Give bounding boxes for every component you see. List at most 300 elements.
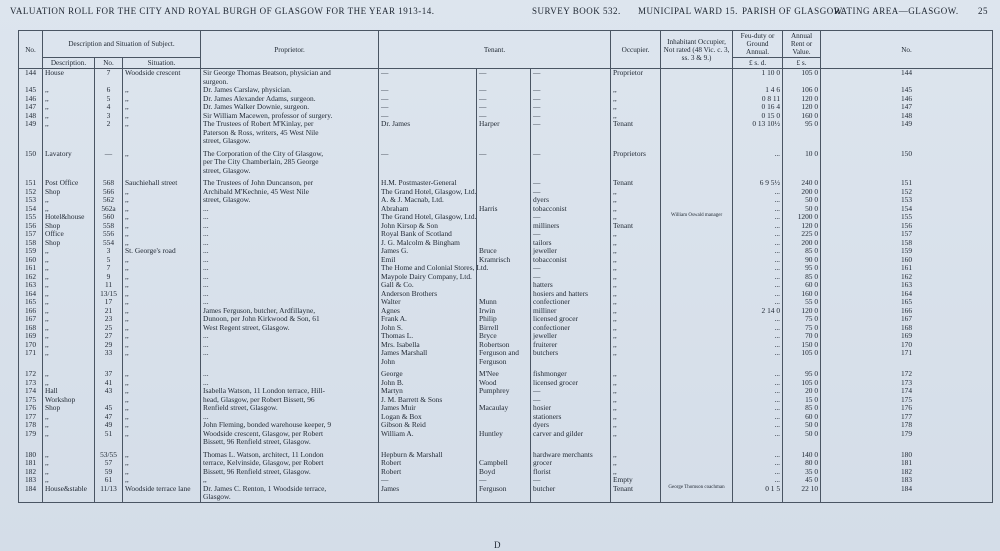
row-situation: St. George's road	[123, 247, 201, 256]
row-tenant-forename: Martyn	[379, 387, 477, 396]
row-annual-value: 85 0	[783, 273, 821, 282]
table-row	[19, 493, 993, 502]
row-proprietor: Renfield street, Glasgow.	[201, 404, 379, 413]
row-number-repeat: 183	[821, 476, 993, 485]
row-tenant-trade: —	[531, 86, 611, 95]
row-occupier: ,,	[611, 430, 661, 439]
row-occupier: ,,	[611, 239, 661, 248]
row-proprietor: Thomas L. Watson, architect, 11 London	[201, 447, 379, 460]
row-feu-duty	[733, 358, 783, 367]
table-row	[19, 129, 993, 138]
col-feu-units: £ s. d.	[733, 58, 783, 69]
row-number-repeat: 176	[821, 404, 993, 413]
row-inhabitant	[661, 307, 733, 316]
row-annual-value: 80 0	[783, 459, 821, 468]
row-situation: ,,	[123, 146, 201, 159]
row-occupier	[611, 78, 661, 87]
row-occupier: ,,	[611, 290, 661, 299]
row-description: ,,	[43, 332, 95, 341]
row-inhabitant	[661, 112, 733, 121]
row-tenant-forename	[379, 167, 477, 176]
row-description: Shop	[43, 239, 95, 248]
row-number-repeat: 155	[821, 213, 993, 222]
table-row	[19, 324, 993, 333]
col-occupier: Occupier.	[611, 31, 661, 69]
row-house-number: 59	[95, 468, 123, 477]
row-situation: ,,	[123, 332, 201, 341]
row-feu-duty: ...	[733, 146, 783, 159]
row-inhabitant	[661, 358, 733, 367]
row-inhabitant	[661, 298, 733, 307]
row-number: 168	[19, 324, 43, 333]
row-annual-value: 225 0	[783, 230, 821, 239]
row-annual-value	[783, 358, 821, 367]
row-description: Office	[43, 230, 95, 239]
row-tenant-trade: dyers	[531, 421, 611, 430]
row-occupier: ,,	[611, 112, 661, 121]
row-tenant-forename: —	[379, 146, 477, 159]
row-inhabitant	[661, 438, 733, 447]
row-tenant-forename: Robert	[379, 459, 477, 468]
row-house-number: —	[95, 146, 123, 159]
row-number: 169	[19, 332, 43, 341]
row-situation: ,,	[123, 205, 201, 214]
row-description: ,,	[43, 341, 95, 350]
row-number: 175	[19, 396, 43, 405]
row-proprietor: The Trustees of John Duncanson, per	[201, 175, 379, 188]
row-tenant-trade: jeweller	[531, 247, 611, 256]
row-annual-value: 45 0	[783, 476, 821, 485]
row-tenant-trade	[531, 158, 611, 167]
row-tenant-trade: —	[531, 120, 611, 129]
row-number-repeat: 159	[821, 247, 993, 256]
row-feu-duty	[733, 493, 783, 502]
table-row	[19, 421, 993, 430]
row-proprietor: ...	[201, 332, 379, 341]
col-description: Description.	[43, 58, 95, 69]
row-number-repeat: 177	[821, 413, 993, 422]
row-annual-value: 85 0	[783, 404, 821, 413]
row-proprietor: ...	[201, 366, 379, 379]
row-occupier: Tenant	[611, 485, 661, 494]
row-tenant-trade: jeweller	[531, 332, 611, 341]
row-proprietor: street, Glasgow.	[201, 137, 379, 146]
row-tenant-trade	[531, 358, 611, 367]
row-inhabitant	[661, 281, 733, 290]
row-situation	[123, 493, 201, 502]
row-annual-value: 22 10	[783, 485, 821, 494]
row-tenant-forename: John Kirsop & Son	[379, 222, 477, 231]
row-house-number	[95, 358, 123, 367]
row-house-number: 51	[95, 430, 123, 439]
row-occupier: ,,	[611, 421, 661, 430]
row-annual-value: 20 0	[783, 387, 821, 396]
row-house-number: 560	[95, 213, 123, 222]
table-row	[19, 69, 993, 78]
row-inhabitant	[661, 230, 733, 239]
row-description: ,,	[43, 120, 95, 129]
row-annual-value: 105 0	[783, 69, 821, 78]
row-number	[19, 137, 43, 146]
table-row	[19, 273, 993, 282]
row-tenant-forename: Walter	[379, 298, 477, 307]
row-annual-value: 120 0	[783, 103, 821, 112]
row-house-number: 27	[95, 332, 123, 341]
row-description: ,,	[43, 281, 95, 290]
row-house-number: 45	[95, 404, 123, 413]
row-tenant-forename	[379, 129, 477, 138]
table-row	[19, 264, 993, 273]
row-tenant-forename: Dr. James	[379, 120, 477, 129]
row-tenant-trade	[531, 493, 611, 502]
row-tenant-surname: Birrell	[477, 324, 531, 333]
row-house-number: 37	[95, 366, 123, 379]
row-tenant-forename: The Home and Colonial Stores, Ltd.	[379, 264, 477, 273]
row-situation: ,,	[123, 196, 201, 205]
row-annual-value: 50 0	[783, 430, 821, 439]
row-feu-duty: ...	[733, 349, 783, 358]
row-situation: ,,	[123, 120, 201, 129]
row-occupier: ,,	[611, 196, 661, 205]
row-feu-duty: ...	[733, 324, 783, 333]
row-feu-duty: ...	[733, 459, 783, 468]
row-inhabitant	[661, 476, 733, 485]
row-number-repeat: 151	[821, 175, 993, 188]
row-number: 164	[19, 290, 43, 299]
row-feu-duty: ...	[733, 213, 783, 222]
row-tenant-surname: —	[477, 112, 531, 121]
row-occupier: ,,	[611, 413, 661, 422]
row-number: 162	[19, 273, 43, 282]
row-annual-value	[783, 493, 821, 502]
row-occupier: ,,	[611, 281, 661, 290]
row-number: 145	[19, 86, 43, 95]
row-number	[19, 358, 43, 367]
row-description: ,,	[43, 256, 95, 265]
row-feu-duty: 1 10 0	[733, 69, 783, 78]
table-row	[19, 459, 993, 468]
row-situation: ,,	[123, 307, 201, 316]
row-occupier: Empty	[611, 476, 661, 485]
row-house-number: 13/15	[95, 290, 123, 299]
row-tenant-surname: Ferguson	[477, 485, 531, 494]
row-tenant-surname: Kramrisch	[477, 256, 531, 265]
row-proprietor: ...	[201, 239, 379, 248]
row-inhabitant	[661, 247, 733, 256]
row-tenant-trade: tobacconist	[531, 256, 611, 265]
row-feu-duty: 1 4 6	[733, 86, 783, 95]
table-row	[19, 167, 993, 176]
row-description: ,,	[43, 86, 95, 95]
row-proprietor	[201, 358, 379, 367]
row-number-repeat: 164	[821, 290, 993, 299]
table-row	[19, 230, 993, 239]
table-row	[19, 298, 993, 307]
row-proprietor: ...	[201, 341, 379, 350]
row-tenant-forename: Maypole Dairy Company, Ltd.	[379, 273, 477, 282]
row-situation: ,,	[123, 341, 201, 350]
row-proprietor: ...	[201, 205, 379, 214]
row-tenant-surname	[477, 188, 531, 197]
row-house-number: 558	[95, 222, 123, 231]
row-tenant-trade: licensed grocer	[531, 315, 611, 324]
row-situation: ,,	[123, 379, 201, 388]
row-number: 182	[19, 468, 43, 477]
row-number: 144	[19, 69, 43, 78]
row-house-number	[95, 438, 123, 447]
page-number: 25	[978, 6, 988, 16]
row-situation: ,,	[123, 396, 201, 405]
row-situation: Woodside terrace lane	[123, 485, 201, 494]
row-annual-value: 55 0	[783, 298, 821, 307]
row-inhabitant	[661, 188, 733, 197]
col-desc-group: Description and Situation of Subject.	[43, 31, 201, 58]
row-tenant-surname: Campbell	[477, 459, 531, 468]
row-annual-value: 95 0	[783, 264, 821, 273]
row-tenant-surname	[477, 213, 531, 222]
row-situation: ,,	[123, 366, 201, 379]
row-occupier	[611, 129, 661, 138]
row-tenant-surname: Ferguson	[477, 358, 531, 367]
row-house-number: 61	[95, 476, 123, 485]
row-feu-duty: ...	[733, 256, 783, 265]
row-proprietor: ...	[201, 247, 379, 256]
row-inhabitant	[661, 196, 733, 205]
row-proprietor: ...	[201, 379, 379, 388]
signature-mark: D	[494, 540, 501, 550]
row-situation	[123, 167, 201, 176]
row-feu-duty: 0 13 10½	[733, 120, 783, 129]
row-number-repeat: 148	[821, 112, 993, 121]
row-tenant-trade: —	[531, 387, 611, 396]
row-number-repeat	[821, 158, 993, 167]
roll-title: VALUATION ROLL FOR THE CITY AND ROYAL BURGH OF GLASGOW FOR THE YEAR 1913-14.	[10, 6, 435, 16]
row-tenant-surname: —	[477, 146, 531, 159]
row-annual-value: 50 0	[783, 421, 821, 430]
row-annual-value: 150 0	[783, 341, 821, 350]
row-description	[43, 129, 95, 138]
table-row	[19, 146, 993, 159]
row-house-number: 53/55	[95, 447, 123, 460]
row-description: House	[43, 69, 95, 78]
row-annual-value: 50 0	[783, 196, 821, 205]
row-number: 155	[19, 213, 43, 222]
row-proprietor: ...	[201, 298, 379, 307]
row-occupier: ,,	[611, 366, 661, 379]
row-description: ,,	[43, 366, 95, 379]
row-tenant-forename: James	[379, 485, 477, 494]
row-feu-duty: ...	[733, 430, 783, 439]
row-number-repeat	[821, 137, 993, 146]
row-occupier: ,,	[611, 230, 661, 239]
row-tenant-surname: —	[477, 86, 531, 95]
row-house-number: 11	[95, 281, 123, 290]
row-feu-duty: ...	[733, 476, 783, 485]
row-situation	[123, 78, 201, 87]
row-inhabitant	[661, 459, 733, 468]
row-proprietor: ...	[201, 413, 379, 422]
row-number-repeat: 169	[821, 332, 993, 341]
row-description: Lavatory	[43, 146, 95, 159]
row-tenant-trade: —	[531, 273, 611, 282]
row-occupier: Proprietor	[611, 69, 661, 78]
row-description: ,,	[43, 273, 95, 282]
row-number-repeat: 184	[821, 485, 993, 494]
row-number: 149	[19, 120, 43, 129]
row-number-repeat: 175	[821, 396, 993, 405]
row-description	[43, 358, 95, 367]
row-inhabitant	[661, 273, 733, 282]
row-house-number: 568	[95, 175, 123, 188]
row-tenant-trade: milliner	[531, 307, 611, 316]
row-tenant-forename: Abraham	[379, 205, 477, 214]
row-tenant-forename	[379, 137, 477, 146]
table-row	[19, 404, 993, 413]
row-house-number	[95, 493, 123, 502]
row-number: 178	[19, 421, 43, 430]
row-house-number: 41	[95, 379, 123, 388]
row-number-repeat: 145	[821, 86, 993, 95]
row-tenant-trade: grocer	[531, 459, 611, 468]
row-tenant-trade: florist	[531, 468, 611, 477]
row-number	[19, 493, 43, 502]
row-inhabitant	[661, 341, 733, 350]
row-number-repeat: 178	[821, 421, 993, 430]
row-proprietor: Dr. James C. Renton, 1 Woodside terrace,	[201, 485, 379, 494]
row-description	[43, 78, 95, 87]
header-row-1	[19, 31, 993, 58]
row-inhabitant	[661, 290, 733, 299]
row-annual-value: 50 0	[783, 205, 821, 214]
row-number: 176	[19, 404, 43, 413]
row-house-number: 47	[95, 413, 123, 422]
row-situation: ,,	[123, 290, 201, 299]
row-annual-value: 200 0	[783, 188, 821, 197]
row-number-repeat: 144	[821, 69, 993, 78]
col-inhabitant: Inhabitant Occupier, Not rated (48 Vic. c. 3, ss. 3 & 9.)	[661, 31, 733, 69]
row-tenant-forename: Hepburn & Marshall	[379, 447, 477, 460]
row-house-number: 562	[95, 196, 123, 205]
row-tenant-surname	[477, 222, 531, 231]
row-proprietor: surgeon.	[201, 78, 379, 87]
row-proprietor: street, Glasgow.	[201, 167, 379, 176]
row-number-repeat: 156	[821, 222, 993, 231]
row-annual-value: 10 0	[783, 146, 821, 159]
row-description: ,,	[43, 324, 95, 333]
row-tenant-forename: Mrs. Isabella	[379, 341, 477, 350]
row-inhabitant	[661, 264, 733, 273]
row-house-number: 556	[95, 230, 123, 239]
row-situation: ,,	[123, 112, 201, 121]
row-number: 181	[19, 459, 43, 468]
row-inhabitant	[661, 158, 733, 167]
row-occupier	[611, 358, 661, 367]
row-proprietor: ...	[201, 256, 379, 265]
row-feu-duty: ...	[733, 315, 783, 324]
row-house-number: 25	[95, 324, 123, 333]
row-tenant-trade	[531, 438, 611, 447]
row-tenant-forename: Gall & Co.	[379, 281, 477, 290]
row-feu-duty	[733, 137, 783, 146]
row-number: 163	[19, 281, 43, 290]
row-situation: ,,	[123, 188, 201, 197]
row-tenant-surname: M'Nee	[477, 366, 531, 379]
row-description: Workshop	[43, 396, 95, 405]
row-number-repeat: 166	[821, 307, 993, 316]
row-occupier	[611, 493, 661, 502]
row-house-number: 3	[95, 247, 123, 256]
row-inhabitant	[661, 222, 733, 231]
row-number-repeat: 161	[821, 264, 993, 273]
row-tenant-trade: fishmonger	[531, 366, 611, 379]
col-no: No.	[19, 31, 43, 69]
row-inhabitant	[661, 349, 733, 358]
row-tenant-forename: Logan & Box	[379, 413, 477, 422]
row-occupier: ,,	[611, 447, 661, 460]
row-description: ,,	[43, 430, 95, 439]
row-number: 154	[19, 205, 43, 214]
table-row	[19, 78, 993, 87]
row-house-number	[95, 167, 123, 176]
row-number-repeat: 165	[821, 298, 993, 307]
page-header	[10, 6, 995, 20]
row-number: 157	[19, 230, 43, 239]
row-inhabitant	[661, 205, 733, 214]
row-number-repeat: 146	[821, 95, 993, 104]
row-tenant-forename: Thomas L.	[379, 332, 477, 341]
row-tenant-trade: hosier	[531, 404, 611, 413]
row-tenant-forename: A. & J. Macnab, Ltd.	[379, 196, 477, 205]
row-inhabitant	[661, 493, 733, 502]
row-tenant-trade: confectioner	[531, 298, 611, 307]
row-tenant-trade	[531, 129, 611, 138]
row-feu-duty: ...	[733, 188, 783, 197]
row-description	[43, 158, 95, 167]
row-number-repeat	[821, 129, 993, 138]
row-inhabitant	[661, 413, 733, 422]
row-number-repeat: 154	[821, 205, 993, 214]
row-situation: ,,	[123, 421, 201, 430]
row-tenant-trade: —	[531, 175, 611, 188]
col-rent-units: £ s.	[783, 58, 821, 69]
row-description: ,,	[43, 379, 95, 388]
row-tenant-forename: James Marshall	[379, 349, 477, 358]
row-annual-value: 15 0	[783, 396, 821, 405]
col-rent: Annual Rent or Value.	[783, 31, 821, 58]
row-feu-duty: ...	[733, 298, 783, 307]
row-situation	[123, 137, 201, 146]
row-annual-value: 95 0	[783, 366, 821, 379]
row-number	[19, 167, 43, 176]
row-situation: ,,	[123, 298, 201, 307]
row-occupier: ,,	[611, 205, 661, 214]
row-number-repeat: 173	[821, 379, 993, 388]
row-inhabitant	[661, 256, 733, 265]
row-description: Shop	[43, 188, 95, 197]
row-tenant-forename: James G.	[379, 247, 477, 256]
row-house-number: 21	[95, 307, 123, 316]
row-proprietor: James Ferguson, butcher, Ardfillayne,	[201, 307, 379, 316]
col-number: No.	[95, 58, 123, 69]
row-tenant-forename: Frank A.	[379, 315, 477, 324]
row-tenant-surname: Boyd	[477, 468, 531, 477]
row-situation: Sauchiehall street	[123, 175, 201, 188]
row-house-number	[95, 137, 123, 146]
row-feu-duty: ...	[733, 230, 783, 239]
row-feu-duty: ...	[733, 413, 783, 422]
row-proprietor: Dr. James Carslaw, physician.	[201, 86, 379, 95]
row-feu-duty: ...	[733, 247, 783, 256]
